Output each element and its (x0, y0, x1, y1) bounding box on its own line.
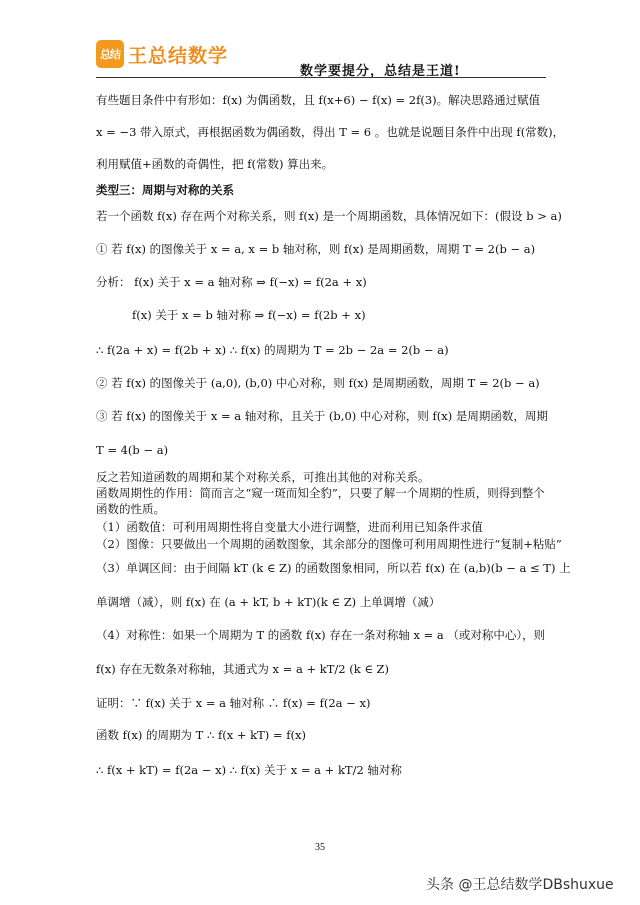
text-line: ② 若 f(x) 的图像关于 (a,0), (b,0) 中心对称，则 f(x) 是周期函数，周期 T = 2(b − a) (96, 376, 540, 390)
text-line: （2）图像：只要做出一个周期的函数图象，其余部分的图像可利用周期性进行“复制+粘贴” (96, 537, 562, 551)
header-divider (96, 77, 546, 78)
text-line: ① 若 f(x) 的图像关于 x = a, x = b 轴对称，则 f(x) 是周期函数，周期 T = 2(b − a) (96, 242, 536, 256)
logo-text: 王总结数学 (128, 44, 229, 67)
text-line: （3）单调区间：由于间隔 kT (k ∈ Z) 的函数图象相同，所以若 f(x) 在 (a,b)(b − a ≤ T) 上 (96, 561, 571, 575)
text-line: （1）函数值：可利用周期性将自变量大小进行调整，进而利用已知条件求值 (96, 520, 483, 534)
text-line: 利用赋值+函数的奇偶性，把 f(常数) 算出来。 (96, 157, 334, 171)
text-line: f(x) 关于 x = b 轴对称 ⇒ f(−x) = f(2b + x) (132, 308, 366, 322)
text-line: 函数的性质。 (96, 502, 165, 516)
header-slogan: 数学要提分，总结是王道! (300, 64, 461, 79)
text-line: ∴ f(x + kT) = f(2a − x) ∴ f(x) 关于 x = a + kT/2 轴对称 (96, 763, 402, 777)
page-header (0, 0, 640, 82)
text-line: x = −3 带入原式，再根据函数为偶函数，得出 T = 6 。也就是说题目条件中出现 f(常数)， (96, 125, 565, 139)
source-watermark: 头条 @王总结数学DBshuxue (426, 877, 614, 893)
text-line: 函数周期性的作用：简而言之“窥一斑而知全豹”，只要了解一个周期的性质，则得到整个 (96, 486, 545, 500)
logo-badge: 总结 (96, 40, 124, 68)
text-line: ③ 若 f(x) 的图像关于 x = a 轴对称，且关于 (b,0) 中心对称，则 f(x) 是周期函数，周期 (96, 409, 548, 423)
page-number: 35 (315, 842, 325, 853)
text-line: 分析： f(x) 关于 x = a 轴对称 ⇒ f(−x) = f(2a + x) (96, 275, 367, 289)
text-line: 证明：∵ f(x) 关于 x = a 轴对称 ∴ f(x) = f(2a − x) (96, 696, 371, 710)
section-heading: 类型三：周期与对称的关系 (96, 183, 234, 197)
text-line: T = 4(b − a) (96, 443, 169, 457)
text-line: ∴ f(2a + x) = f(2b + x) ∴ f(x) 的周期为 T = 2b − 2a = 2(b − a) (96, 343, 449, 357)
text-line: （4）对称性：如果一个周期为 T 的函数 f(x) 存在一条对称轴 x = a （或对称中心），则 (96, 628, 546, 642)
text-line: 反之若知道函数的周期和某个对称关系，可推出其他的对称关系。 (96, 470, 430, 484)
text-line: 单调增（减），则 f(x) 在 (a + kT, b + kT)(k ∈ Z) 上单调增（减） (96, 595, 441, 609)
text-line: 函数 f(x) 的周期为 T ∴ f(x + kT) = f(x) (96, 728, 306, 742)
text-line: f(x) 存在无数条对称轴，其通式为 x = a + kT/2 (k ∈ Z) (96, 662, 390, 676)
text-line: 有些题目条件中有形如：f(x) 为偶函数，且 f(x+6) − f(x) = 2f(3)。解决思路通过赋值 (96, 93, 541, 107)
text-line: 若一个函数 f(x) 存在两个对称关系，则 f(x) 是一个周期函数，具体情况如下：(假设 b > a) (96, 209, 562, 223)
brand-logo (96, 40, 228, 68)
